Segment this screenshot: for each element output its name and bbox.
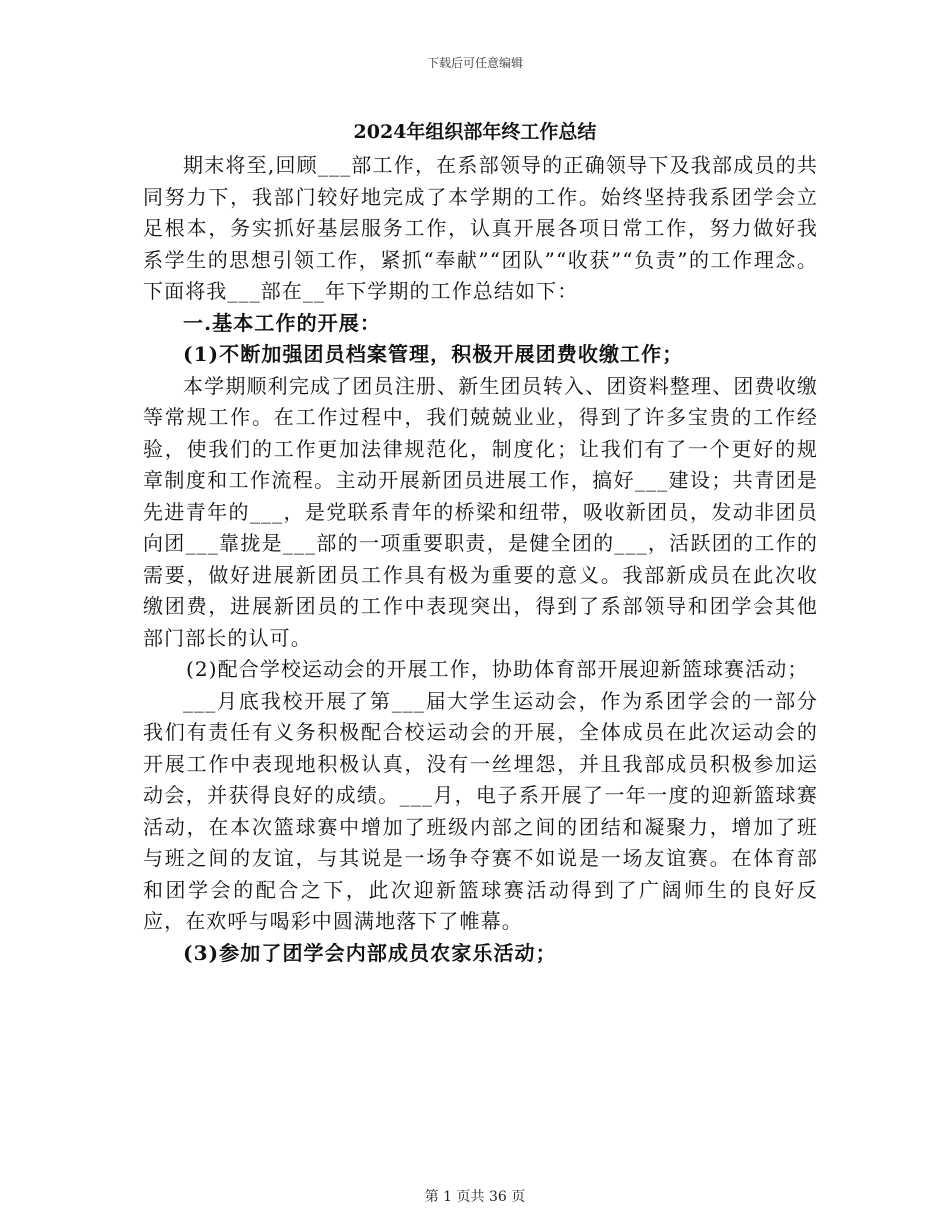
- intro-paragraph: 期末将至,回顾___部工作，在系部领导的正确领导下及我部成员的共同努力下，我部门较好地完成了本学期的工作。始终坚持我系团学会立足根本，务实抓好基层服务工作，认真开展各项日常工作，努力做好我系学生的思想引领工作，紧抓“奉献”“团队”“收获”“负责”的工作理念。下面将我___部在__年下学期的工作总结如下：: [143, 153, 818, 303]
- paragraph-sports-meeting: ___月底我校开展了第___届大学生运动会，作为系团学会的一部分我们有责任有义务积极配合校运动会的开展，全体成员在此次运动会的开展工作中表现地积极认真，没有一丝埋怨，并且我部成员积极参加运动会，并获得良好的成绩。___月，电子系开展了一年一度的迎新篮球赛活动，在本次篮球赛中增加了班级内部之间的团结和凝聚力，增加了班与班之间的友谊，与其说是一场争夺赛不如说是一场友谊赛。在体育部和团学会的配合之下，此次迎新篮球赛活动得到了广阔师生的良好反应，在欢呼与喝彩中圆满地落下了帷幕。: [143, 688, 818, 933]
- paragraph-archive-management: 本学期顺利完成了团员注册、新生团员转入、团资料整理、团费收缴等常规工作。在工作过程中，我们兢兢业业，得到了许多宝贵的工作经验，使我们的工作更加法律规范化，制度化；让我们有了一个更好的规章制度和工作流程。主动开展新团员进展工作，搞好___建设；共青团是先进青年的___，是党联系青年的桥梁和纽带，吸收新团员，发动非团员向团___靠拢是___部的一项重要职责，是健全团的___，活跃团的工作的需要，做好进展新团员工作具有极为重要的意义。我部新成员在此次收缴团费，进展新团员的工作中表现突出，得到了系部领导和团学会其他部门部长的认可。: [143, 373, 818, 650]
- document-body: [143, 150, 818, 969]
- subheading-sports-meeting: (2)配合学校运动会的开展工作，协助体育部开展迎新篮球赛活动；: [186, 657, 809, 681]
- subheading-archive-management: (1)不断加强团员档案管理，积极开展团费收缴工作；: [183, 342, 684, 366]
- section-heading-basic-work: 一.基本工作的开展：: [183, 310, 381, 335]
- page-header: 下载后可任意编辑: [426, 56, 523, 70]
- document-title: 2024年组织部年终工作总结: [353, 121, 597, 143]
- subheading-farm-activity: (3)参加了团学会内部成员农家乐活动；: [183, 940, 557, 965]
- page-footer: 第 1 页共 36 页: [424, 1189, 526, 1205]
